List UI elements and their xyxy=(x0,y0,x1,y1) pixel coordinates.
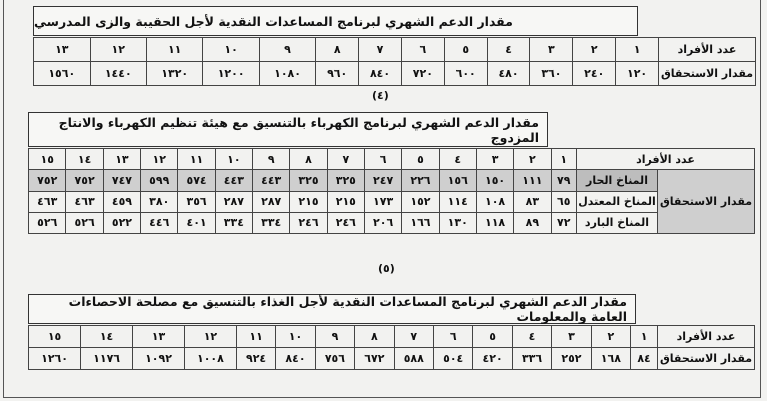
table-row xyxy=(29,191,755,212)
amount-cell: ٨٤٠ xyxy=(359,62,402,86)
members-cell: ١ xyxy=(616,38,659,62)
amount-cell: ٦٠٠ xyxy=(444,62,487,86)
amount-cell: ٤٨٠ xyxy=(487,62,530,86)
members-cell: ٤ xyxy=(487,38,530,62)
members-cell: ٩ xyxy=(253,149,290,170)
members-cell: ٣ xyxy=(552,326,591,348)
members-cell: ٧ xyxy=(327,149,364,170)
amount-cell: ٩٢٤ xyxy=(236,348,275,370)
members-cell: ١٤ xyxy=(66,149,103,170)
members-cell: ١٣ xyxy=(34,38,91,62)
amount-cell: ١١٧٦ xyxy=(81,348,133,370)
members-cell: ٦ xyxy=(401,38,444,62)
amount-cell: ٨٩ xyxy=(514,212,551,233)
amount-cell: ٢٤٧ xyxy=(364,170,401,191)
amount-cell: ١٥٢ xyxy=(402,191,439,212)
section-3-title xyxy=(28,294,636,324)
members-header: عدد الأفراد xyxy=(659,38,756,62)
amount-cell: ٢٠٦ xyxy=(364,212,401,233)
members-cell: ٦ xyxy=(364,149,401,170)
amount-cell: ١٣٢٠ xyxy=(146,62,202,86)
amount-cell: ٧٢ xyxy=(551,212,576,233)
members-cell: ٤ xyxy=(512,326,551,348)
amount-cell: ٢٢٦ xyxy=(402,170,439,191)
amount-cell: ٢٥٢ xyxy=(552,348,591,370)
climate-label: المناخ البارد xyxy=(577,212,658,233)
amount-cell: ١١٨ xyxy=(476,212,513,233)
amount-cell: ١٢٠ xyxy=(616,62,659,86)
members-cell: ١٠ xyxy=(276,326,315,348)
amount-cell: ٦٥ xyxy=(551,191,576,212)
amount-cell: ١٦٦ xyxy=(402,212,439,233)
amount-cell: ١٢٠٠ xyxy=(203,62,259,86)
amount-cell: ١١١ xyxy=(514,170,551,191)
members-cell: ١٣ xyxy=(103,149,140,170)
amount-cell: ٨٣ xyxy=(514,191,551,212)
members-cell: ١ xyxy=(631,326,658,348)
members-cell: ١٤ xyxy=(81,326,133,348)
amount-cell: ٣٨٠ xyxy=(141,191,178,212)
table-row xyxy=(34,38,756,62)
section-2-table xyxy=(28,148,755,234)
climate-label: المناخ المعتدل xyxy=(577,191,658,212)
members-cell: ١٥ xyxy=(29,326,81,348)
amount-cell: ٥٨٨ xyxy=(394,348,433,370)
members-header: عدد الأفراد xyxy=(658,326,755,348)
table-row xyxy=(34,62,756,86)
amount-cell: ٣٣٤ xyxy=(215,212,252,233)
members-cell: ٩ xyxy=(259,38,315,62)
members-cell: ٨ xyxy=(316,38,359,62)
section-2-title-text: مقدار الدعم الشهري لبرنامج الكهرباء بالتنسيق مع هيئة تنظيم الكهرباء والانتاج المزدوج xyxy=(58,114,539,145)
amount-cell: ٤٤٣ xyxy=(253,170,290,191)
amount-cell: ٤٥٩ xyxy=(103,191,140,212)
amount-cell: ٥٧٤ xyxy=(178,170,215,191)
table-row xyxy=(29,326,755,348)
members-cell: ١٢ xyxy=(184,326,236,348)
members-cell: ٣ xyxy=(530,38,573,62)
amount-cell: ٨٤ xyxy=(631,348,658,370)
amount-cell: ٥٢٦ xyxy=(29,212,66,233)
table-row xyxy=(29,348,755,370)
section-3-title-text: مقدار الدعم الشهري لبرنامج المساعدات النقدية لأجل الغذاء بالتنسيق مع مصلحة الاحصاءات العامة والمعلومات xyxy=(68,294,627,324)
amount-cell: ١٦٨ xyxy=(591,348,630,370)
amount-cell: ٧٥٢ xyxy=(66,170,103,191)
amount-cell: ٢١٥ xyxy=(290,191,327,212)
section-2-title xyxy=(28,112,548,147)
members-cell: ٣ xyxy=(476,149,513,170)
amount-cell: ٤٦٣ xyxy=(66,191,103,212)
amount-cell: ٥٢٢ xyxy=(103,212,140,233)
amount-cell: ٢٤٠ xyxy=(573,62,616,86)
members-cell: ٨ xyxy=(355,326,394,348)
amount-cell: ٣٣٦ xyxy=(512,348,551,370)
amount-cell: ٣٢٥ xyxy=(327,170,364,191)
amount-cell: ٧٢٠ xyxy=(401,62,444,86)
members-cell: ١٠ xyxy=(203,38,259,62)
members-cell: ٢ xyxy=(573,38,616,62)
members-header: عدد الأفراد xyxy=(577,149,755,170)
members-cell: ٥ xyxy=(444,38,487,62)
entitlement-label: مقدار الاستحقاق xyxy=(658,170,755,234)
amount-cell: ٥٢٦ xyxy=(66,212,103,233)
amount-cell: ٥٠٤ xyxy=(433,348,472,370)
amount-cell: ٥٩٩ xyxy=(141,170,178,191)
members-cell: ٥ xyxy=(402,149,439,170)
amount-cell: ٤٠١ xyxy=(178,212,215,233)
amount-cell: ٢١٥ xyxy=(327,191,364,212)
amount-cell: ٨٤٠ xyxy=(276,348,315,370)
section-1-table xyxy=(33,37,756,86)
members-cell: ١ xyxy=(551,149,576,170)
amount-cell: ٤٢٠ xyxy=(473,348,512,370)
amount-cell: ٢٤٦ xyxy=(290,212,327,233)
amount-cell: ١٣٠ xyxy=(439,212,476,233)
section-3-table xyxy=(28,325,755,370)
members-cell: ١١ xyxy=(178,149,215,170)
members-cell: ٢ xyxy=(514,149,551,170)
amount-cell: ٤٦٣ xyxy=(29,191,66,212)
members-cell: ٨ xyxy=(290,149,327,170)
amount-cell: ٧٥٢ xyxy=(29,170,66,191)
amount-cell: ٢٨٧ xyxy=(253,191,290,212)
members-cell: ١١ xyxy=(146,38,202,62)
members-cell: ١٣ xyxy=(133,326,185,348)
amount-cell: ١٢٦٠ xyxy=(29,348,81,370)
amount-header: مقدار الاستحقاق xyxy=(658,348,755,370)
amount-cell: ١٠٠٨ xyxy=(184,348,236,370)
members-cell: ١٢ xyxy=(90,38,146,62)
table-row xyxy=(29,212,755,233)
table-row xyxy=(29,170,755,191)
amount-cell: ٤٤٣ xyxy=(215,170,252,191)
table-row xyxy=(29,149,755,170)
amount-cell: ١٠٩٢ xyxy=(133,348,185,370)
amount-cell: ٢٤٦ xyxy=(327,212,364,233)
amount-cell: ١٥٦٠ xyxy=(34,62,91,86)
members-cell: ٧ xyxy=(394,326,433,348)
amount-cell: ١١٤ xyxy=(439,191,476,212)
section-1-title xyxy=(33,6,638,36)
amount-cell: ٧٥٦ xyxy=(315,348,354,370)
members-cell: ٢ xyxy=(591,326,630,348)
members-cell: ٤ xyxy=(439,149,476,170)
caption-4: (٤) xyxy=(372,89,389,102)
amount-header: مقدار الاستحقاق xyxy=(659,62,756,86)
members-cell: ٧ xyxy=(359,38,402,62)
amount-cell: ١٠٨ xyxy=(476,191,513,212)
climate-label: المناخ الحار xyxy=(577,170,658,191)
members-cell: ٩ xyxy=(315,326,354,348)
amount-cell: ١٤٤٠ xyxy=(90,62,146,86)
amount-cell: ٣٥٦ xyxy=(178,191,215,212)
amount-cell: ١٧٣ xyxy=(364,191,401,212)
members-cell: ١١ xyxy=(236,326,275,348)
members-cell: ٦ xyxy=(433,326,472,348)
amount-cell: ١٥٦ xyxy=(439,170,476,191)
amount-cell: ٦٧٢ xyxy=(355,348,394,370)
members-cell: ١٥ xyxy=(29,149,66,170)
amount-cell: ٣٢٥ xyxy=(290,170,327,191)
amount-cell: ٣٦٠ xyxy=(530,62,573,86)
section-1-title-text: مقدار الدعم الشهري لبرنامج المساعدات النقدية لأجل الحقيبة والزى المدرسي xyxy=(34,13,513,29)
members-cell: ١٢ xyxy=(141,149,178,170)
amount-cell: ٩٦٠ xyxy=(316,62,359,86)
members-cell: ١٠ xyxy=(215,149,252,170)
amount-cell: ٣٣٤ xyxy=(253,212,290,233)
caption-5: (٥) xyxy=(378,262,395,275)
amount-cell: ٢٨٧ xyxy=(215,191,252,212)
amount-cell: ١٠٨٠ xyxy=(259,62,315,86)
amount-cell: ٤٤٦ xyxy=(141,212,178,233)
amount-cell: ٧٤٧ xyxy=(103,170,140,191)
amount-cell: ١٥٠ xyxy=(476,170,513,191)
amount-cell: ٧٩ xyxy=(551,170,576,191)
members-cell: ٥ xyxy=(473,326,512,348)
